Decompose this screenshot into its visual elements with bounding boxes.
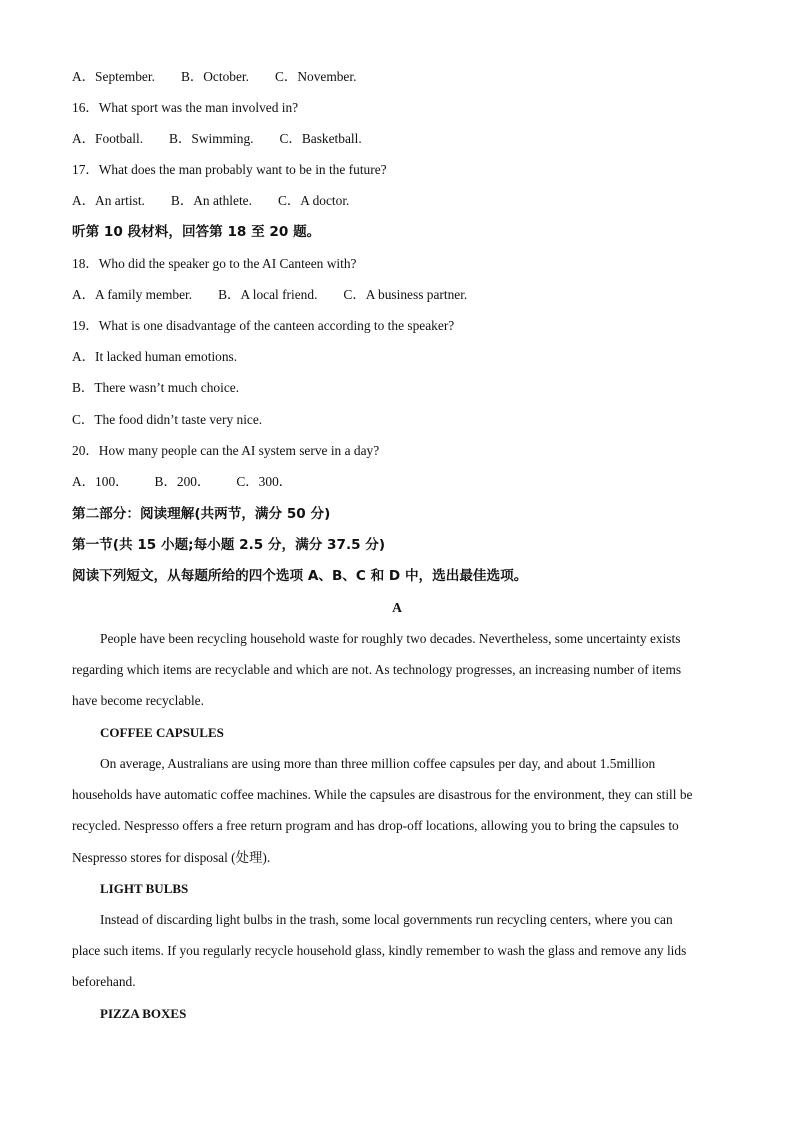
section-10-instruction: 听第 10 段材料，回答第 18 至 20 题。 — [72, 224, 321, 240]
part2-instruction: 阅读下列短文，从每题所给的四个选项 A、B、C 和 D 中，选出最佳选项。 — [72, 568, 528, 584]
bulbs-heading: LIGHT BULBS — [100, 881, 189, 896]
q19-option-c[interactable]: C．The food didn’t taste very nice. — [72, 412, 263, 427]
coffee-line-1: On average, Australians are using more than three million coffee capsules per day, and about 1.5million — [100, 756, 656, 771]
coffee-line-2: households have automatic coffee machines. While the capsules are disastrous for the environment, they can still be — [72, 787, 693, 802]
q17-option-b[interactable]: B．An athlete. — [170, 193, 252, 208]
q18-option-b[interactable]: B．A local friend. — [218, 287, 318, 302]
coffee-line-4: Nespresso stores for disposal (处理). — [72, 850, 271, 865]
q15-option-c[interactable]: C．November. — [275, 69, 357, 84]
q16-option-b[interactable]: B．Swimming. — [169, 131, 254, 146]
q16-options — [72, 130, 724, 148]
q17-options — [72, 192, 724, 210]
q15-option-a[interactable]: A．September. — [72, 69, 155, 84]
q18-option-c[interactable]: C．A business partner. — [343, 287, 468, 302]
q19-option-b[interactable]: B．There wasn’t much choice. — [72, 380, 240, 395]
q16-option-c[interactable]: C．Basketball. — [279, 131, 362, 146]
q18-question: 18．Who did the speaker go to the AI Canteen with? — [72, 256, 357, 271]
q19-option-a[interactable]: A．It lacked human emotions. — [72, 349, 238, 364]
coffee-heading: COFFEE CAPSULES — [100, 725, 224, 740]
q19-question: 19．What is one disadvantage of the canteen according to the speaker? — [72, 318, 455, 333]
intro-line-3: have become recyclable. — [72, 693, 204, 708]
bulbs-line-1: Instead of discarding light bulbs in the trash, some local governments run recycling centers, where you can — [100, 912, 673, 927]
intro-line-2: regarding which items are recyclable and which are not. As technology progresses, an increasing number of items — [72, 662, 682, 677]
q17-option-a[interactable]: A．An artist. — [72, 193, 145, 208]
bulbs-line-3: beforehand. — [72, 974, 136, 989]
q16-question: 16．What sport was the man involved in? — [72, 100, 299, 115]
q15-option-b[interactable]: B．October. — [180, 69, 249, 84]
passage-label: A — [392, 600, 402, 615]
q18-option-a[interactable]: A．A family member. — [72, 287, 193, 302]
q18-options — [72, 286, 724, 304]
part2-section1: 第一节(共 15 小题;每小题 2.5 分，满分 37.5 分) — [72, 537, 386, 553]
q20-options — [72, 473, 724, 491]
q20-option-b[interactable]: B．200． — [154, 474, 211, 489]
q17-question: 17．What does the man probably want to be in the future? — [72, 162, 387, 177]
q20-option-c[interactable]: C．300． — [236, 474, 293, 489]
q17-option-c[interactable]: C．A doctor. — [277, 193, 350, 208]
intro-line-1: People have been recycling household waste for roughly two decades. Nevertheless, some uncertainty exists — [100, 631, 681, 646]
bulbs-line-2: place such items. If you regularly recycle household glass, kindly remember to wash the glass and remove any lids — [72, 943, 687, 958]
part2-title: 第二部分：阅读理解(共两节，满分 50 分) — [72, 506, 331, 522]
q20-option-a[interactable]: A．100． — [72, 474, 129, 489]
pizza-heading: PIZZA BOXES — [100, 1006, 187, 1021]
q16-option-a[interactable]: A．Football. — [72, 131, 144, 146]
coffee-line-3: recycled. Nespresso offers a free return program and has drop-off locations, allowing you to bring the capsules to — [72, 818, 679, 833]
q15-options — [72, 68, 724, 86]
q20-question: 20．How many people can the AI system serve in a day? — [72, 443, 380, 458]
